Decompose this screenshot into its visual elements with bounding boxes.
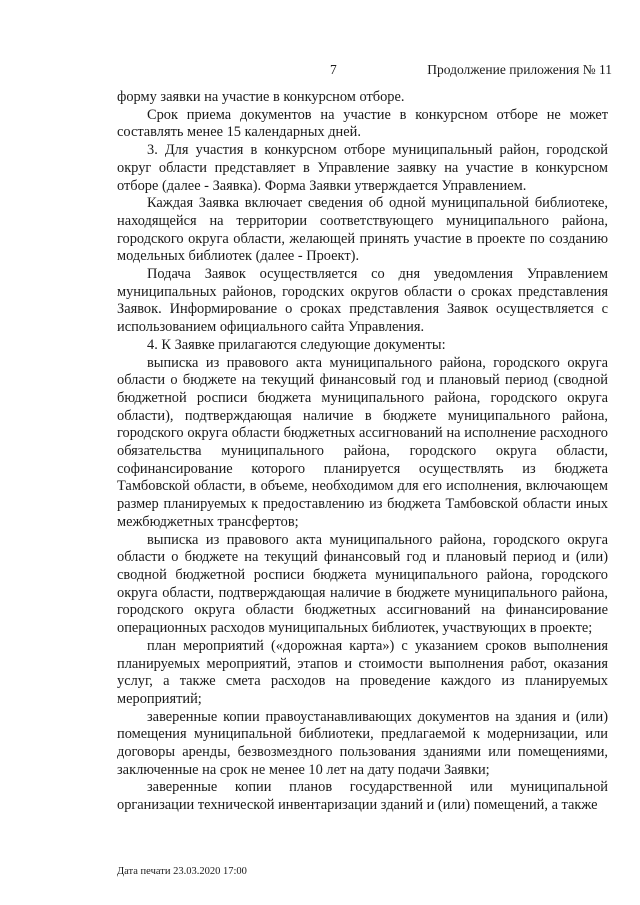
paragraph-11: заверенные копии планов государственной или муниципальной организации технической инвентаризации зданий и (или) помещений, а также — [117, 779, 608, 814]
paragraph-4: Каждая Заявка включает сведения об одной муниципальной библиотеке, находящейся на территории соответствующего муниципального района, городского округа области, желающей принять участие в проекте по созданию модельных библиотек (далее - Проект). — [117, 195, 608, 265]
paragraph-10: заверенные копии правоустанавливающих документов на здания и (или) помещения муниципальной библиотеки, предлагаемой к модернизации, или договоры аренды, безвозмездного пользования зданиями или помещениями, заключенные на срок не менее 10 лет на дату подачи Заявки; — [117, 708, 608, 778]
paragraph-6: 4. К Заявке прилагаются следующие документы: — [147, 336, 446, 353]
paragraph-3: 3. Для участия в конкурсном отборе муниципальный район, городской округ области представляет в Управление заявку на участие в конкурсном отборе (далее - Заявка). Форма Заявки утверждается Управлением. — [117, 142, 608, 194]
appendix-continuation-note: Продолжение приложения № 11 — [427, 62, 612, 77]
paragraph-9: план мероприятий («дорожная карта») с указанием сроков выполнения планируемых мероприятий, этапов и стоимости выполнения работ, оказания услуг, а также смета расходов на проведение каждого из планируемых мероприятий; — [117, 637, 608, 707]
document-body — [117, 89, 608, 815]
paragraph-7: выписка из правового акта муниципального района, городского округа области о бюджете на текущий финансовый год и плановый период (сводной бюджетной росписи бюджета муниципального района, городского округа области), подтверждающая наличие в бюджете муниципального района, городского округа области бюджетных ассигнований на исполнение расходного обязательства муниципального района, городского округа области, софинансирование которого планируется осуществлять из бюджета Тамбовской области, в объеме, необходимом для его исполнения, включающем размер планируемых к предоставлению из бюджета Тамбовской области иных межбюджетных трансфертов; — [117, 354, 608, 530]
print-date: Дата печати 23.03.2020 17:00 — [117, 866, 247, 877]
page-number: 7 — [330, 62, 337, 77]
paragraph-8: выписка из правового акта муниципального района, городского округа области о бюджете на текущий финансовый год и плановый период и (или) сводной бюджетной росписи бюджета муниципального района, городского округа области, подтверждающая наличие в бюджете муниципального района, городского округа области бюджетных ассигнований на финансирование операционных расходов муниципальных библиотек, участвующих в проекте; — [117, 531, 608, 637]
paragraph-5: Подача Заявок осуществляется со дня уведомления Управлением муниципальных районов, городских округов области о сроках представления Заявок. Информирование о сроках представления Заявок осуществляется с использованием официального сайта Управления. — [117, 266, 608, 336]
paragraph-2: Срок приема документов на участие в конкурсном отборе не может составлять менее 15 календарных дней. — [117, 106, 608, 141]
paragraph-1: форму заявки на участие в конкурсном отборе. — [117, 89, 405, 105]
